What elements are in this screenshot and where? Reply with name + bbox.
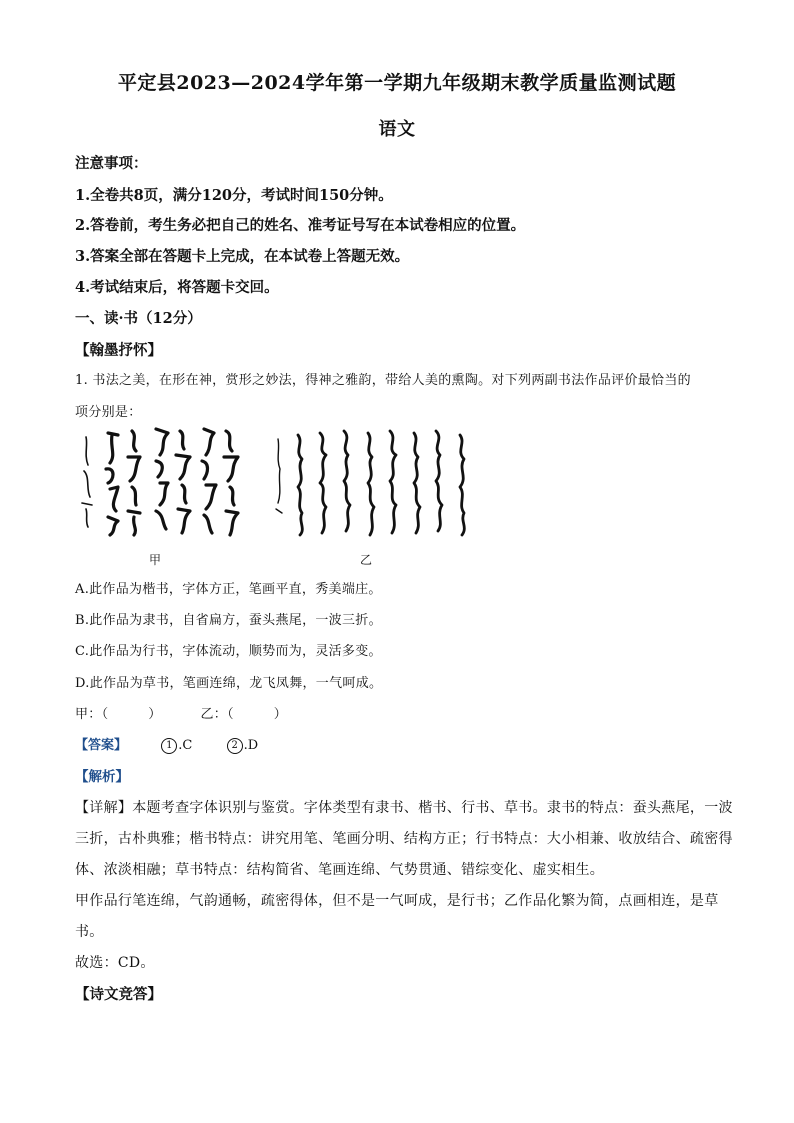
detail-tag: 【详解】: [75, 800, 133, 816]
notice-item-2: 2.答卷前，考生务必把自己的姓名、准考证号写在本试卷相应的位置。: [75, 217, 526, 234]
calligraphy-image-b: [270, 425, 478, 541]
answer-blanks: [75, 703, 725, 722]
answer-row: [75, 734, 725, 754]
subject-title: 语文: [378, 119, 416, 140]
notice-item-4: 4.考试结束后，将答题卡交回。: [75, 279, 279, 296]
option-c: C.此作品为行书，字体流动，顺势而为，灵活多变。: [75, 644, 382, 659]
choice-line: 故选：CD。: [75, 955, 155, 971]
notice-item-1: 1.全卷共8页，满分120分，考试时间150分钟。: [75, 187, 393, 204]
blank-b: 乙：（ ）: [200, 707, 288, 722]
answer-1-number: 1: [161, 738, 177, 754]
detail-text-1: 本题考查字体识别与鉴赏。字体类型有隶书、楷书、行书、草书。隶书的特点：蚕头燕尾，一波: [132, 800, 733, 816]
question-1-stem-cont: 项分别是：: [75, 405, 142, 420]
section-heading: 一、读·书（12分）: [75, 310, 202, 327]
next-subsection-heading: 【诗文竞答】: [75, 986, 162, 1003]
detail-line-4: 甲作品行笔连绵，气韵通畅，疏密得体，但不是一气呵成，是行书；乙作品化繁为简，点画相连，是草: [75, 893, 719, 909]
answer-2-value: .D: [243, 738, 259, 753]
caption-b: 乙: [360, 553, 373, 567]
option-a: A.此作品为楷书，字体方正，笔画平直，秀美端庄。: [75, 582, 382, 597]
detail-line-1: [75, 797, 733, 817]
answer-2-number: 2: [227, 738, 243, 754]
analysis-tag: 【解析】: [75, 769, 129, 785]
page-title: 平定县2023—2024学年第一学期九年级期末教学质量监测试题: [117, 72, 677, 94]
detail-line-3: 体、浓淡相融；草书特点：结构简省、笔画连绵、气势贯通、错综变化、虚实相生。: [75, 862, 605, 878]
notice-item-3: 3.答案全部在答题卡上完成，在本试卷上答题无效。: [75, 248, 410, 265]
calligraphy-image-a: [76, 425, 256, 541]
detail-line-5: 书。: [75, 924, 104, 940]
subsection-heading: 【翰墨抒怀】: [75, 342, 162, 359]
answer-1-value: .C: [178, 738, 193, 753]
option-d: D.此作品为草书，笔画连绵，龙飞凤舞，一气呵成。: [75, 676, 383, 691]
question-1-stem: 1. 书法之美，在形在神，赏形之妙法，得神之雅韵，带给人美的熏陶。对下列两副书法作品评价最恰当的: [75, 373, 691, 388]
caption-a: 甲: [149, 553, 162, 567]
blank-a: 甲：（ ）: [75, 707, 162, 722]
detail-line-2: 三折，古朴典雅；楷书特点：讲究用笔、笔画分明、结构方正；行书特点：大小相兼、收放结合、疏密得: [75, 831, 733, 847]
answer-tag: 【答案】: [75, 738, 128, 753]
notice-heading: 注意事项：: [75, 155, 148, 172]
option-b: B.此作品为隶书，自省扁方，蚕头燕尾，一波三折。: [75, 613, 382, 628]
